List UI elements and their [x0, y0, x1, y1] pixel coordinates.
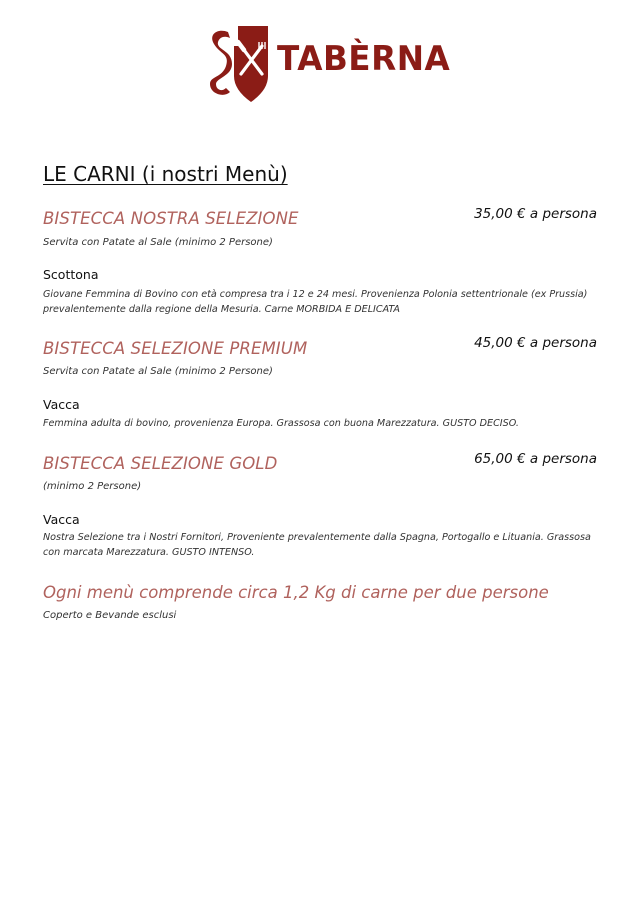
- menu-item-note: (minimo 2 Persone): [43, 481, 142, 492]
- menu-item-note: Servita con Patate al Sale (minimo 2 Persone): [43, 237, 273, 248]
- menu-item-price: 65,00 € a persona: [474, 451, 597, 467]
- brand-logo: [204, 24, 451, 104]
- menu-footer-headline: Ogni menù comprende circa 1,2 Kg di carne per due persone: [43, 583, 549, 602]
- menu-item-name: BISTECCA NOSTRA SELEZIONE: [43, 209, 299, 228]
- meat-cut-description: Femmina adulta di bovino, provenienza Europa. Grassosa con buona Marezzatura. GUSTO DECISO.: [43, 418, 519, 429]
- meat-cut-description: Nostra Selezione tra i Nostri Fornitori, Proveniente prevalentemente dalla Spagna, Portogallo e Lituania. Grassosa con marcata Marezzatura. GUSTO INTENSO.: [43, 532, 591, 558]
- meat-cut-label: Vacca: [43, 397, 80, 412]
- shield-logo-icon: [204, 24, 276, 104]
- meat-cut-label: Scottona: [43, 267, 99, 282]
- brand-name: TABÈRNA: [277, 39, 451, 79]
- menu-item-name: BISTECCA SELEZIONE PREMIUM: [43, 339, 308, 358]
- menu-item-name: BISTECCA SELEZIONE GOLD: [43, 454, 278, 473]
- meat-cut-description: Giovane Femmina di Bovino con età compresa tra i 12 e 24 mesi. Provenienza Polonia settentrionale (ex Prussia) prevalentemente dalla regione della Mesuria. Carne MORBIDA E DELICATA: [43, 289, 588, 315]
- menu-item-price: 35,00 € a persona: [474, 206, 597, 222]
- page-title: LE CARNI (i nostri Menù): [43, 162, 288, 186]
- menu-footer-note: Coperto e Bevande esclusi: [43, 610, 177, 621]
- menu-item-note: Servita con Patate al Sale (minimo 2 Persone): [43, 366, 273, 377]
- meat-cut-label: Vacca: [43, 512, 80, 527]
- menu-item-price: 45,00 € a persona: [474, 335, 597, 351]
